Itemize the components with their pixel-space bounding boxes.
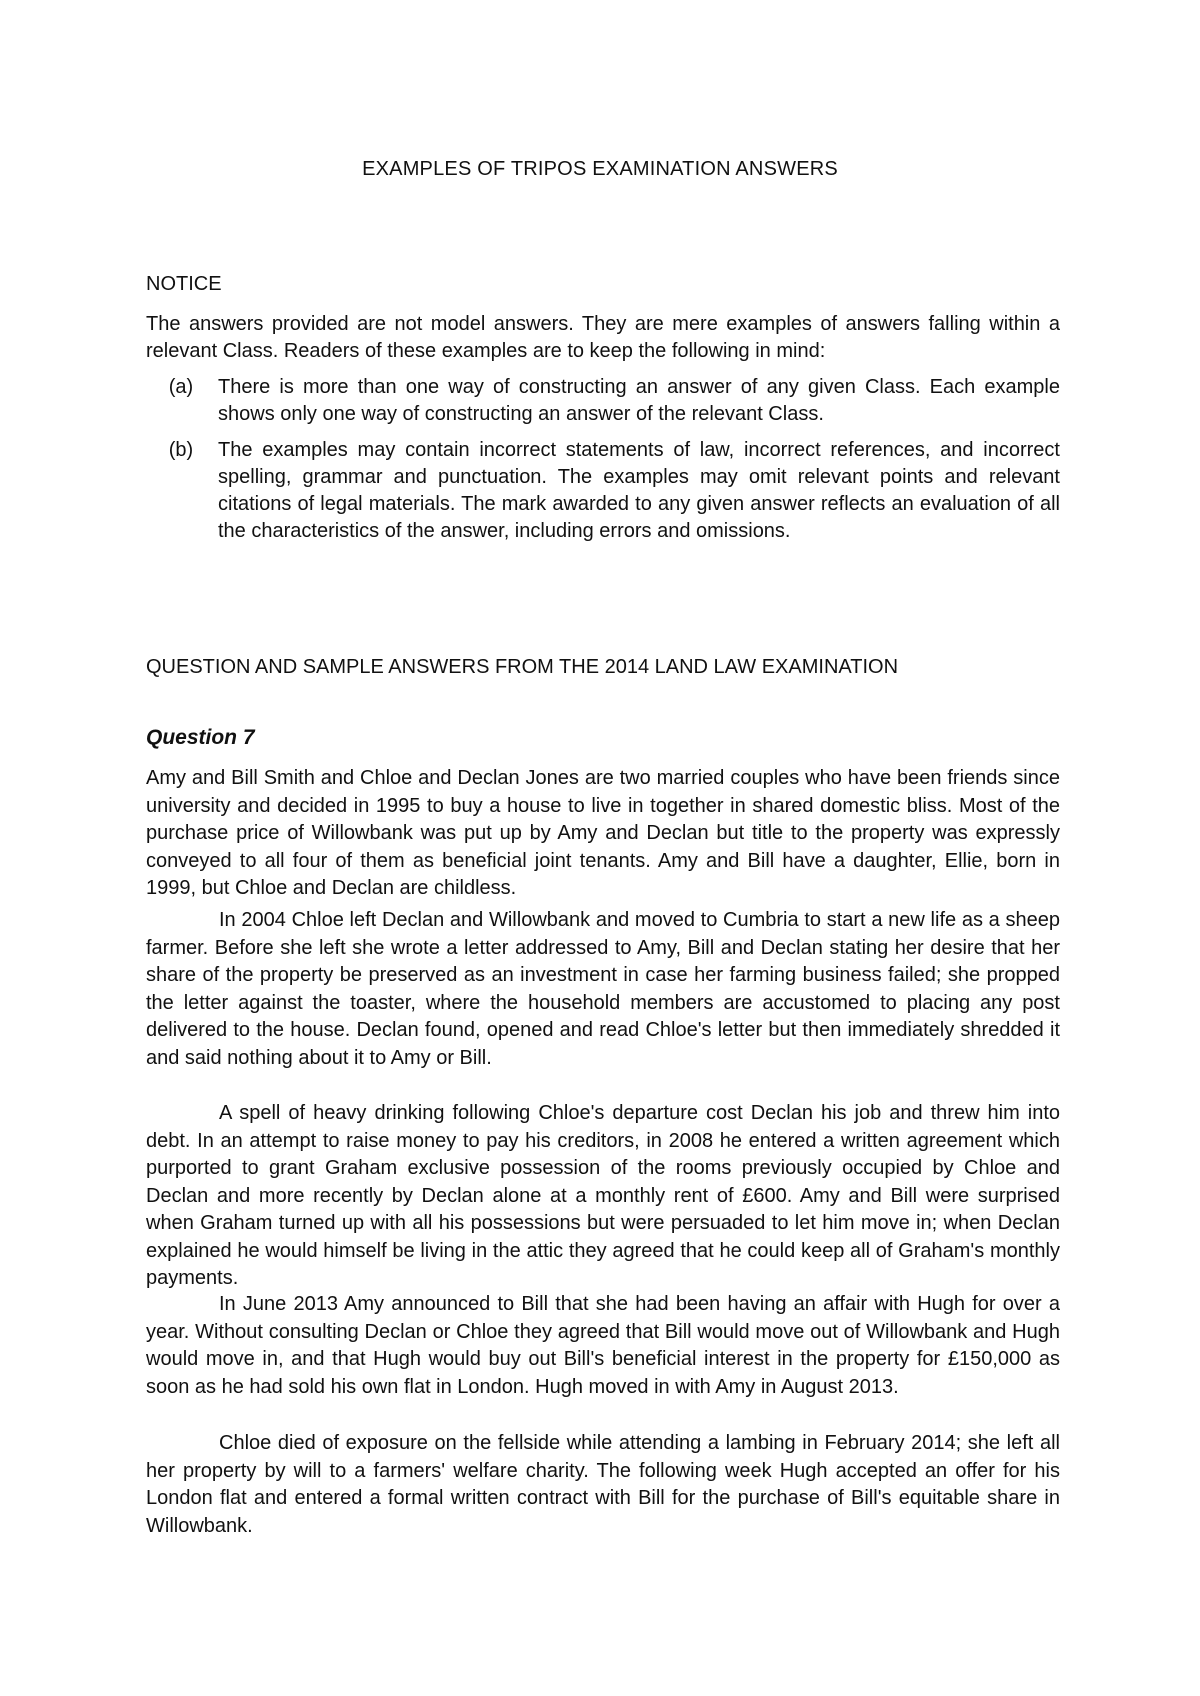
notice-item-text: The examples may contain incorrect statements of law, incorrect references, and incorrect spelling, grammar and punctuation. The examples may omit relevant points and relevant citations of legal materials. The mark awarded to any given answer reflects an evaluation of all the characteristics of the answer, including errors and omissions. xyxy=(218,439,1060,542)
document-title: EXAMPLES OF TRIPOS EXAMINATION ANSWERS xyxy=(362,158,838,180)
list-marker: (b) xyxy=(168,439,194,461)
question-paragraph-4: In June 2013 Amy announced to Bill that she had been having an affair with Hugh for over a year. Without consulting Declan or Chloe they agreed that Bill would move out of Willowbank and Hugh would move in, and that Hugh would buy out Bill's beneficial interest in the property for £150,000 as soon as he had sold his own flat in London. Hugh moved in with Amy in August 2013. xyxy=(146,1293,1060,1398)
question-paragraph-1: Amy and Bill Smith and Chloe and Declan Jones are two married couples who have been friends since university and decided in 1995 to buy a house to live in together in shared domestic bliss. Most of the purchase price of Willowbank was put up by Amy and Declan but title to the property was expressly conveyed to all four of them as beneficial joint tenants. Amy and Bill have a daughter, Ellie, born in 1999, but Chloe and Declan are childless. xyxy=(146,767,1060,899)
section-heading: QUESTION AND SAMPLE ANSWERS FROM THE 2014 LAND LAW EXAMINATION xyxy=(146,656,899,678)
question-paragraph-2: In 2004 Chloe left Declan and Willowbank and moved to Cumbria to start a new life as a sheep farmer. Before she left she wrote a letter addressed to Amy, Bill and Declan stating her desire that her share of the property be preserved as an investment in case her farming business failed; she propped the letter against the toaster, where the household members are accustomed to placing any post delivered to the house. Declan found, opened and read Chloe's letter but then immediately shredded it and said nothing about it to Amy or Bill. xyxy=(146,909,1060,1069)
question-paragraph-3: A spell of heavy drinking following Chloe's departure cost Declan his job and threw him into debt. In an attempt to raise money to pay his creditors, in 2008 he entered a written agreement which purported to grant Graham exclusive possession of the rooms previously occupied by Chloe and Declan and more recently by Declan alone at a monthly rent of £600. Amy and Bill were surprised when Graham turned up with all his possessions but were persuaded to let him move in; when Declan explained he would himself be living in the attic they agreed that he could keep all of Graham's monthly payments. xyxy=(146,1102,1060,1289)
notice-intro: The answers provided are not model answers. They are mere examples of answers falling within a relevant Class. Readers of these examples are to keep the following in mind: xyxy=(146,313,1060,362)
list-marker: (a) xyxy=(168,376,194,398)
notice-item-a xyxy=(146,374,1060,428)
question-label: Question 7 xyxy=(146,726,255,749)
notice-item-b xyxy=(146,437,1060,545)
notice-item-text: There is more than one way of constructing an answer of any given Class. Each example shows only one way of constructing an answer of the relevant Class. xyxy=(218,376,1060,425)
question-paragraph-5: Chloe died of exposure on the fellside while attending a lambing in February 2014; she left all her property by will to a farmers' welfare charity. The following week Hugh accepted an offer for his London flat and entered a formal written contract with Bill for the purchase of Bill's equitable share in Willowbank. xyxy=(146,1432,1060,1537)
notice-heading: NOTICE xyxy=(146,273,222,295)
